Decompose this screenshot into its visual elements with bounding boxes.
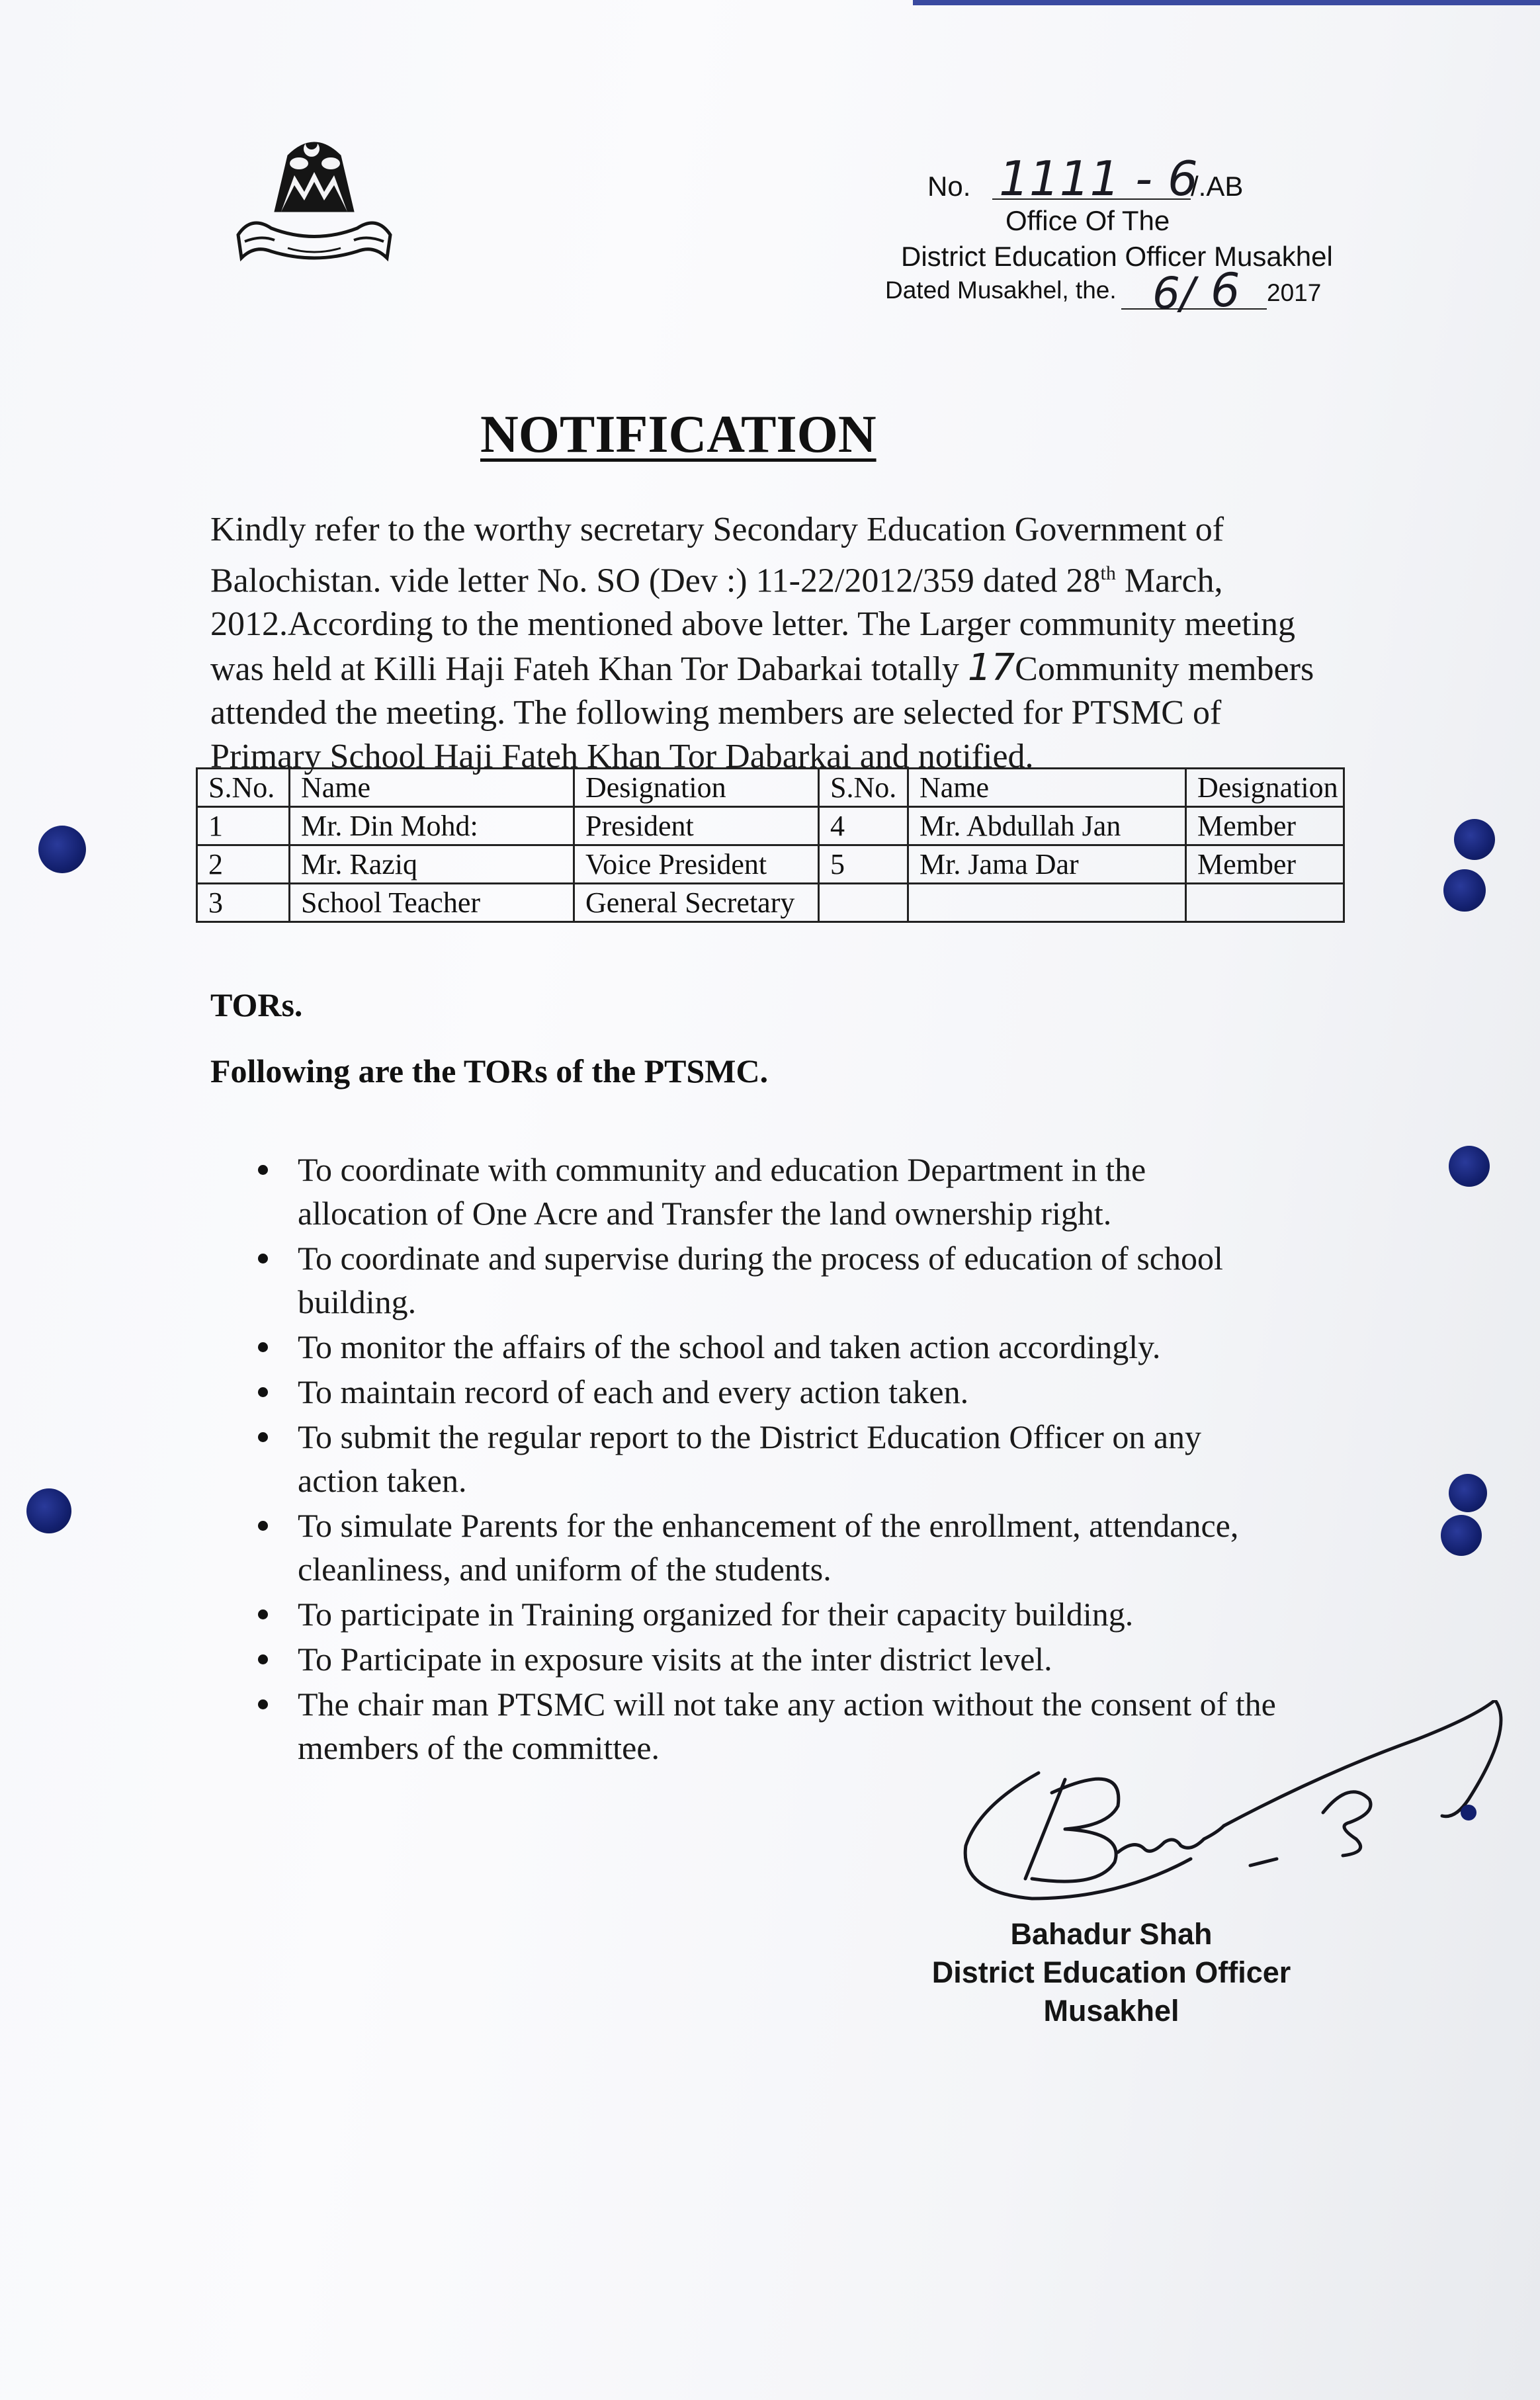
list-item: [254, 1415, 1352, 1502]
bullet-icon: [258, 1521, 268, 1531]
list-item: [254, 1637, 1352, 1681]
tor-line: To coordinate and supervise during the process of education of school: [298, 1240, 1223, 1277]
signatory-name: Bahadur Shah: [1010, 1917, 1213, 1951]
tor-line: To simulate Parents for the enhancement of the enrollment, attendance,: [298, 1507, 1239, 1544]
table-header-row: [197, 769, 1344, 807]
intro-paragraph: [210, 508, 1361, 779]
dated-label: Dated Musakhel, the.: [885, 277, 1117, 304]
punch-hole: [1454, 819, 1495, 860]
tor-line: To Participate in exposure visits at the inter district level.: [298, 1641, 1052, 1678]
header-designation-left: Designation: [574, 769, 819, 807]
table-cell: Mr. Jama Dar: [908, 845, 1186, 884]
table-cell: 1: [197, 807, 290, 845]
tor-line: The chair man PTSMC will not take any action without the consent of the: [298, 1686, 1276, 1723]
punch-hole: [1443, 869, 1486, 912]
bullet-icon: [258, 1609, 268, 1619]
tor-line: To coordinate with community and education Department in the: [298, 1151, 1146, 1188]
intro-line-3: 2012.According to the mentioned above letter. The Larger community meeting: [210, 605, 1295, 644]
tor-line: To monitor the affairs of the school and taken action accordingly.: [298, 1328, 1161, 1365]
member-count-handwritten: 17: [967, 646, 1015, 690]
table-cell: Member: [1186, 807, 1344, 845]
table-cell: [908, 884, 1186, 922]
intro-line-4: [210, 646, 1361, 691]
tor-line: To maintain record of each and every action taken.: [298, 1373, 969, 1410]
tor-line: action taken.: [298, 1462, 467, 1499]
table-cell: Member: [1186, 845, 1344, 884]
tor-line: To submit the regular report to the District Education Officer on any: [298, 1418, 1202, 1455]
intro-line-2-end: March,: [1115, 562, 1223, 600]
table-cell: General Secretary: [574, 884, 819, 922]
reference-number-handwritten: 1111 - 6: [999, 151, 1198, 206]
intro-line-2: [210, 552, 1361, 603]
table-cell: 4: [819, 807, 908, 845]
intro-line-4-end: Community members: [1015, 650, 1314, 689]
punch-hole: [26, 1488, 71, 1533]
page-edge: [913, 0, 1540, 5]
bullet-icon: [258, 1342, 268, 1352]
table-cell: [819, 884, 908, 922]
table-row: [197, 845, 1344, 884]
bullet-icon: [258, 1165, 268, 1175]
reference-number-suffix: /.AB: [1191, 171, 1244, 202]
table-cell: President: [574, 807, 819, 845]
list-item: [254, 1325, 1352, 1369]
signatory-block: [860, 1915, 1363, 2030]
tor-line: allocation of One Acre and Transfer the land ownership right.: [298, 1195, 1112, 1232]
table-cell: Voice President: [574, 845, 819, 884]
tors-heading: TORs.: [210, 986, 303, 1023]
signatory-title: District Education Officer: [931, 1955, 1291, 1989]
table-cell: 5: [819, 845, 908, 884]
bullet-icon: [258, 1699, 268, 1709]
tor-line: To participate in Training organized for their capacity building.: [298, 1596, 1134, 1633]
officer-line: District Education Officer Musakhel: [901, 241, 1333, 272]
punch-hole: [1449, 1146, 1490, 1187]
bullet-icon: [258, 1654, 268, 1664]
header-name-right: Name: [908, 769, 1186, 807]
tor-line: building.: [298, 1283, 417, 1320]
intro-ordinal-suffix: th: [1100, 562, 1116, 584]
intro-line-6: Primary School Haji Fateh Khan Tor Dabarkai and notified.: [210, 738, 1034, 776]
intro-line-5: attended the meeting. The following members are selected for PTSMC of: [210, 694, 1222, 732]
table-row: [197, 884, 1344, 922]
bullet-icon: [258, 1387, 268, 1397]
header-sno-left: S.No.: [197, 769, 290, 807]
date-day-handwritten: 6/: [1152, 268, 1195, 319]
intro-line-2-text: Balochistan. vide letter No. SO (Dev :) 11-22/2012/359 dated 28: [210, 562, 1101, 600]
list-item: [254, 1370, 1352, 1414]
table-row: [197, 807, 1344, 845]
list-item: [254, 1504, 1352, 1591]
table-cell: School Teacher: [290, 884, 574, 922]
page-title: NOTIFICATION: [480, 406, 877, 464]
tor-list: [254, 1148, 1352, 1771]
bullet-icon: [258, 1432, 268, 1442]
intro-line-4-text: was held at Killi Haji Fateh Khan Tor Dabarkai totally: [210, 650, 968, 689]
list-item: [254, 1236, 1352, 1324]
date-year: 2017: [1267, 279, 1322, 306]
tor-line: members of the committee.: [298, 1729, 660, 1766]
signatory-location: Musakhel: [1043, 1994, 1179, 2028]
list-item: [254, 1592, 1352, 1636]
reference-number-label: No.: [927, 171, 971, 202]
table-cell: Mr. Din Mohd:: [290, 807, 574, 845]
table-cell: [1186, 884, 1344, 922]
punch-hole: [1441, 1515, 1482, 1556]
date-month-handwritten: 6: [1211, 263, 1240, 318]
tor-line: cleanliness, and uniform of the students.: [298, 1551, 832, 1588]
members-table: [196, 767, 1345, 923]
signature-icon: [953, 1700, 1535, 1912]
government-emblem-icon: [225, 129, 404, 288]
header-sno-right: S.No.: [819, 769, 908, 807]
table-cell: Mr. Raziq: [290, 845, 574, 884]
bullet-icon: [258, 1254, 268, 1264]
table-cell: 3: [197, 884, 290, 922]
intro-line-1: Kindly refer to the worthy secretary Secondary Education Government of: [210, 511, 1224, 548]
table-cell: 2: [197, 845, 290, 884]
office-line: Office Of The: [1005, 205, 1170, 236]
header-designation-right: Designation: [1186, 769, 1344, 807]
punch-hole: [38, 826, 86, 873]
tors-intro: Following are the TORs of the PTSMC.: [210, 1052, 769, 1090]
list-item: [254, 1148, 1352, 1235]
header-name-left: Name: [290, 769, 574, 807]
table-cell: Mr. Abdullah Jan: [908, 807, 1186, 845]
punch-hole: [1449, 1474, 1487, 1512]
